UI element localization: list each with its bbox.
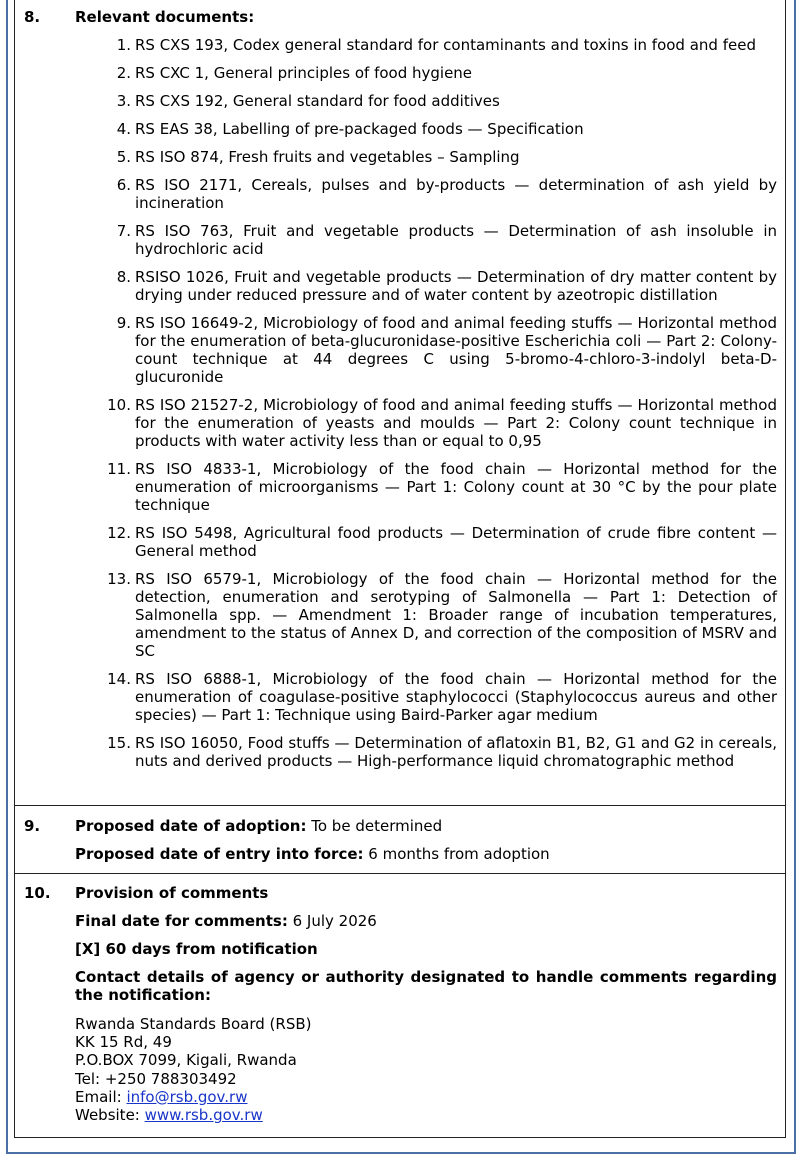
document-title: RS ISO 16649-2, Microbiology of food and animal feeding stuffs — Horizontal method for the enumeration of beta-glucuronidase-positive Escherichia coli — Part 2: Colony-count technique at 44 degrees C using 5-bromo-4-chloro-3-indolyl beta-D-glucuronide xyxy=(135,314,777,386)
document-list-item xyxy=(75,314,777,386)
adoption-date-label: Proposed date of adoption: xyxy=(75,817,307,835)
entry-into-force-line xyxy=(75,845,777,863)
document-title: RS ISO 5498, Agricultural food products — Determination of crude fibre content — General method xyxy=(135,524,777,560)
document-list-item xyxy=(75,120,777,138)
document-number: 15. xyxy=(107,734,131,752)
document-title: RS ISO 2171, Cereals, pulses and by-products — determination of ash yield by incineration xyxy=(135,176,777,212)
document-number: 1. xyxy=(116,36,131,54)
document-title: RS ISO 763, Fruit and vegetable products — Determination of ash insoluble in hydrochloric acid xyxy=(135,222,777,258)
email-line xyxy=(75,1088,311,1106)
section-9-number: 9. xyxy=(24,817,41,835)
document-list-item xyxy=(75,268,777,304)
document-title: RSISO 1026, Fruit and vegetable products — Determination of dry matter content by drying under reduced pressure and of water content by azeotropic distillation xyxy=(135,268,777,304)
adoption-date-line xyxy=(75,817,777,835)
document-title: RS CXS 192, General standard for food additives xyxy=(135,92,500,110)
website-line xyxy=(75,1106,311,1124)
section-10-number: 10. xyxy=(24,884,51,902)
document-list-item xyxy=(75,670,777,724)
document-list-item xyxy=(75,176,777,212)
document-number: 4. xyxy=(116,120,131,138)
section-8-number: 8. xyxy=(24,8,41,26)
document-title: RS CXS 193, Codex general standard for contaminants and toxins in food and feed xyxy=(135,36,756,54)
document-list-item xyxy=(75,396,777,450)
org-name: Rwanda Standards Board (RSB) xyxy=(75,1015,312,1033)
document-number: 12. xyxy=(107,524,131,542)
document-number: 13. xyxy=(107,570,131,588)
document-list-item xyxy=(75,36,777,54)
document-list-item xyxy=(75,734,777,770)
document-title: RS ISO 16050, Food stuffs — Determination of aflatoxin B1, B2, G1 and G2 in cereals, nuts and derived products — High-performance liquid chromatographic method xyxy=(135,734,777,770)
document-title: RS ISO 6579-1, Microbiology of the food chain — Horizontal method for the detection, enumeration and serotyping of Salmonella — Part 1: Detection of Salmonella spp. — Amendment 1: Broader range of incubation temperatures, amendment to the status of Annex D, and correction of the composition of MSRV and SC xyxy=(135,570,777,660)
section-10-heading: Provision of comments xyxy=(75,884,269,902)
document-number: 2. xyxy=(116,64,131,82)
document-list-item xyxy=(75,64,777,82)
document-title: RS ISO 4833-1, Microbiology of the food chain — Horizontal method for the enumeration of microorganisms — Part 1: Colony count at 30 °C by the pour plate technique xyxy=(135,460,777,514)
entry-into-force-label: Proposed date of entry into force: xyxy=(75,845,364,863)
document-list-item xyxy=(75,460,777,514)
document-number: 5. xyxy=(116,148,131,166)
relevant-documents-list xyxy=(75,36,777,780)
email-link[interactable]: info@rsb.gov.rw xyxy=(126,1087,248,1106)
contact-heading: Contact details of agency or authority designated to handle comments regarding the notification: xyxy=(75,968,777,1004)
document-number: 14. xyxy=(107,670,131,688)
po-box: P.O.BOX 7099, Kigali, Rwanda xyxy=(75,1051,297,1070)
street-address: KK 15 Rd, 49 xyxy=(75,1033,172,1052)
section-divider xyxy=(14,805,786,806)
telephone: Tel: +250 788303492 xyxy=(75,1069,237,1088)
adoption-date-value: To be determined xyxy=(306,817,443,835)
document-number: 8. xyxy=(116,268,131,286)
document-list-item xyxy=(75,222,777,258)
website-link[interactable]: www.rsb.gov.rw xyxy=(144,1106,263,1125)
document-list-item xyxy=(75,524,777,560)
document-number: 7. xyxy=(116,222,131,240)
entry-into-force-value: 6 months from adoption xyxy=(363,845,550,863)
document-number: 10. xyxy=(107,396,131,414)
document-title: RS EAS 38, Labelling of pre-packaged foods — Specification xyxy=(135,120,584,138)
document-list-item xyxy=(75,148,777,166)
document-list-item xyxy=(75,570,777,660)
notification-days: [X] 60 days from notification xyxy=(75,940,318,958)
email-label: Email: xyxy=(75,1087,127,1106)
document-number: 11. xyxy=(107,460,131,478)
document-title: RS ISO 874, Fresh fruits and vegetables – Sampling xyxy=(135,148,520,166)
document-number: 9. xyxy=(116,314,131,332)
final-date-label: Final date for comments: xyxy=(75,912,288,930)
section-8-heading: Relevant documents: xyxy=(75,8,255,26)
document-list-item xyxy=(75,92,777,110)
document-title: RS CXC 1, General principles of food hygiene xyxy=(135,64,473,82)
document-number: 6. xyxy=(116,176,131,194)
document-number: 3. xyxy=(116,92,131,110)
contact-address xyxy=(75,1015,311,1124)
final-date-line xyxy=(75,912,777,930)
final-date-value: 6 July 2026 xyxy=(287,912,377,930)
document-title: RS ISO 6888-1, Microbiology of the food chain — Horizontal method for the enumeration of coagulase-positive staphylococci (Staphylococcus aureus and other species) — Part 1: Technique using Baird-Parker agar medium xyxy=(135,670,777,724)
section-divider xyxy=(14,873,786,874)
website-label: Website: xyxy=(75,1106,145,1125)
document-title: RS ISO 21527-2, Microbiology of food and animal feeding stuffs — Horizontal method for the enumeration of yeasts and moulds — Part 2: Colony count technique in products with water activity less than or equal to 0,95 xyxy=(135,396,777,450)
